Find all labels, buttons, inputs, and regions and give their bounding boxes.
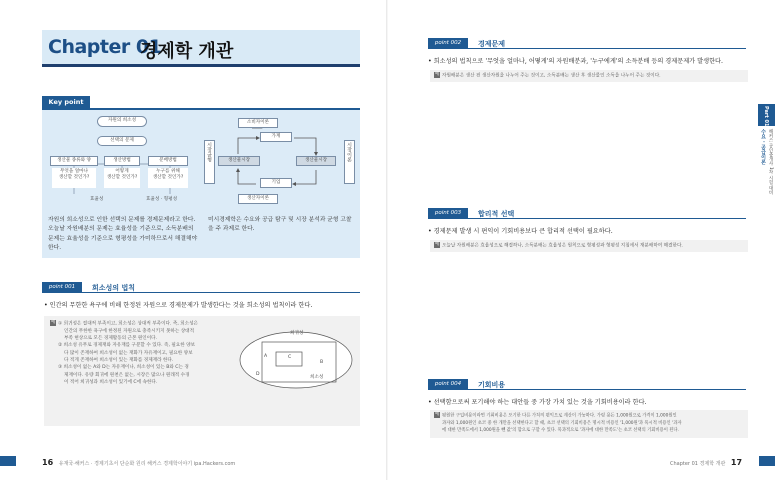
example-line-2: 인간의 무한한 욕구에 한정된 자원으로 충족시키지 못하는 상대적 [64, 328, 195, 334]
example-badge: 예 [434, 72, 440, 77]
point-003-example-text: 오늘날 자원배분은 효율성으로 해결하나, 소득분배는 효율성은 원칙으로 형평성과 형평성 지침에서 재분배하여 해결한다. [442, 243, 683, 249]
venn-label-rarity: 희귀성 [290, 331, 304, 336]
point-003-tab: point 003 [428, 208, 468, 218]
point-003-example [434, 242, 683, 250]
node-firm: 기업 [260, 178, 292, 188]
point-004-example-line-1: 평원한 구입비용이라면 기회비용은 포기한 다른 가치의 편익으로 계산이 가능하다. 가령 용돈 1,000원으로 가격이 1,000원인 [442, 413, 677, 419]
point-002-title: 경제문제 [478, 40, 506, 48]
right-footer-text: Chapter 01 경제학 개관 [670, 461, 726, 467]
node-choice: 선택의 문제 [97, 136, 147, 146]
example-badge: 예 [434, 242, 440, 247]
right-page [388, 0, 775, 480]
example-badge: 예 [50, 320, 56, 325]
example-line-7: ③ 희소성이 없는 A와 D는 자유재이나, 희소성이 있는 B와 C는 경 [58, 365, 189, 371]
chapter-title: 경제학 개관 [140, 41, 234, 62]
chapter-underline [42, 64, 360, 67]
venn-diagram [44, 316, 360, 426]
venn-label-d: D [256, 372, 260, 377]
key-point-text-right: 미시경제학은 수요와 공급 탐구 및 시장 분석과 균형 고찰을 주 과제로 한다. [208, 217, 352, 233]
side-tab-sub-label: 해커스 공인중개사 1차 시험 대비 [768, 129, 773, 195]
point-002-rule [428, 48, 746, 49]
point-004-example [434, 412, 682, 434]
venn-label-b: B [320, 360, 324, 365]
right-footer [670, 458, 742, 467]
label-efficiency: 효율성 [90, 197, 104, 202]
node-product-kind: 생산물 종류와 양 [50, 156, 98, 166]
left-footer [42, 458, 235, 467]
node-product-question: 무엇을 얼마나 생산할 것인가? [52, 168, 96, 188]
point-004-tab: point 004 [428, 379, 468, 389]
venn-label-a: A [264, 354, 268, 359]
example-line-1: ① 희귀성은 절대적 부족이고, 희소성은 상대적 부족이다. 즉, 희소성은 [58, 321, 198, 327]
side-tab-part-label: Part 01 [763, 106, 769, 127]
point-004-title: 기회비용 [478, 381, 506, 389]
key-point-tab: Key point [42, 96, 90, 108]
point-004-example-line-3: 에 대한 만족도에서 1,000원을 뺀 값'의 합으로 구할 수 있다. 묵과적으로 '과자에 대한 만족도'는 초코 선택의 기회비용이 된다. [442, 428, 679, 434]
venn-label-scarcity: 희소성 [310, 375, 324, 380]
node-production-method: 생산방법 [104, 156, 140, 166]
example-line-8: 제재이다. 유량 회귀에 원천은 없는, 시장은 많으나 원래적 수경 [64, 372, 190, 378]
point-003-rule [428, 218, 746, 219]
point-004-example-box [430, 410, 748, 438]
node-factor-market: 생산물시장 [296, 156, 336, 166]
label-efficiency-equity: 효율성 · 형평성 [146, 197, 178, 202]
left-page [0, 0, 387, 480]
point-001-tab: point 001 [42, 282, 82, 292]
side-tab-section-label: 수요 · 공급이론 [760, 129, 766, 165]
point-002-body: • 희소성의 법칙으로 '무엇을 얼마나, 어떻게'의 자원배분과, '누구에게'의 소득분배 등의 경제문제가 발생한다. [428, 58, 724, 65]
side-tab-part [758, 104, 775, 126]
node-product-market: 생산물시장 [218, 156, 260, 166]
node-producer-theory: 생산자이론 [238, 194, 278, 204]
left-page-number: 16 [42, 458, 54, 467]
example-badge: 예 [434, 412, 440, 417]
point-001-body: • 인간의 무한한 욕구에 비해 한정된 자원으로 경제문제가 발생한다는 것을 희소성의 법칙이라 한다. [44, 302, 313, 309]
left-footer-tab [0, 456, 16, 466]
side-tab-labels [758, 127, 775, 227]
node-distribution-question: 누구를 위해 생산할 것인가? [148, 168, 188, 188]
example-line-9: 이 적어 희귀성과 희소성이 있기에 C에 속한다. [64, 379, 158, 385]
node-consumer-theory: 소비자이론 [238, 118, 278, 128]
node-market-theory: 시장이론 [344, 140, 355, 184]
point-001-title: 희소성의 법칙 [92, 284, 136, 292]
point-004-example-line-2: 과자와 1,000원인 초코 중 한 개만을 선택한다고 할 때, 초코 선택의 기회비용은 명시적 비용인 '1,000원'과 묵시적 비용인 '과자 [442, 420, 682, 426]
key-point-box [42, 110, 360, 258]
node-distribution-method: 분배방법 [148, 156, 188, 166]
node-household: 가계 [260, 132, 292, 142]
right-page-number: 17 [730, 458, 743, 467]
point-004-rule [428, 389, 746, 390]
node-method-question: 어떻게 생산할 것인가? [104, 168, 140, 188]
node-scarcity: 자원의 희소성 [97, 116, 147, 127]
point-001-example-box [44, 316, 360, 426]
example-line-4: ② 희소성 유무로 경제재와 자유재를 구분할 수 있다. 즉, 필요한 양보 [58, 343, 196, 349]
point-003-example-box [430, 240, 748, 252]
node-market-equilibrium: 시장균형 [204, 140, 215, 184]
point-004-body: • 선택함으로써 포기해야 하는 대안들 중 가장 가치 있는 것을 기회비용이라 한다. [428, 399, 647, 406]
key-point-text-left: 자원의 희소성으로 인한 선택의 문제를 경제문제라고 한다. 오늘날 자원배분의 문제는 효율성을 기준으로, 소득분배의 문제는 효율성을 기준으로 형평성을 가미하므로서 해결해야 한다. [48, 217, 198, 251]
left-footer-text: 유재국·해커스 · 경제기초서 단순화 원리 해커스 경제학이야기 ipa.Hackers.com [58, 461, 236, 467]
point-002-example-box [430, 70, 748, 82]
chapter-label: Chapter 01 [48, 36, 162, 58]
point-003-body: • 경제문제 발생 시 편익이 기회비용보다 큰 합리적 선택이 필요하다. [428, 228, 613, 235]
venn-label-c: C [288, 355, 292, 360]
example-line-6: 다 적게 존재하여 희소성이 있는 재화를 경제재라 한다. [64, 357, 174, 363]
example-line-3: 부족 현상으로 모든 경제활동의 근본 원인이다. [64, 336, 158, 342]
point-001-rule [42, 292, 360, 293]
right-footer-tab [759, 456, 775, 466]
point-002-tab: point 002 [428, 38, 468, 48]
point-003-title: 합리적 선택 [478, 210, 515, 218]
point-002-example [434, 72, 661, 80]
point-002-example-text: 자원배분은 생산 전 생산자원을 나누어 주는 것이고, 소득분배는 생산 후 생산물인 소득을 나누어 주는 것이다. [442, 73, 661, 79]
example-line-5: 다 많이 존재하여 희소성이 없는 재화가 자유재이고, 필요한 양보 [64, 350, 193, 356]
